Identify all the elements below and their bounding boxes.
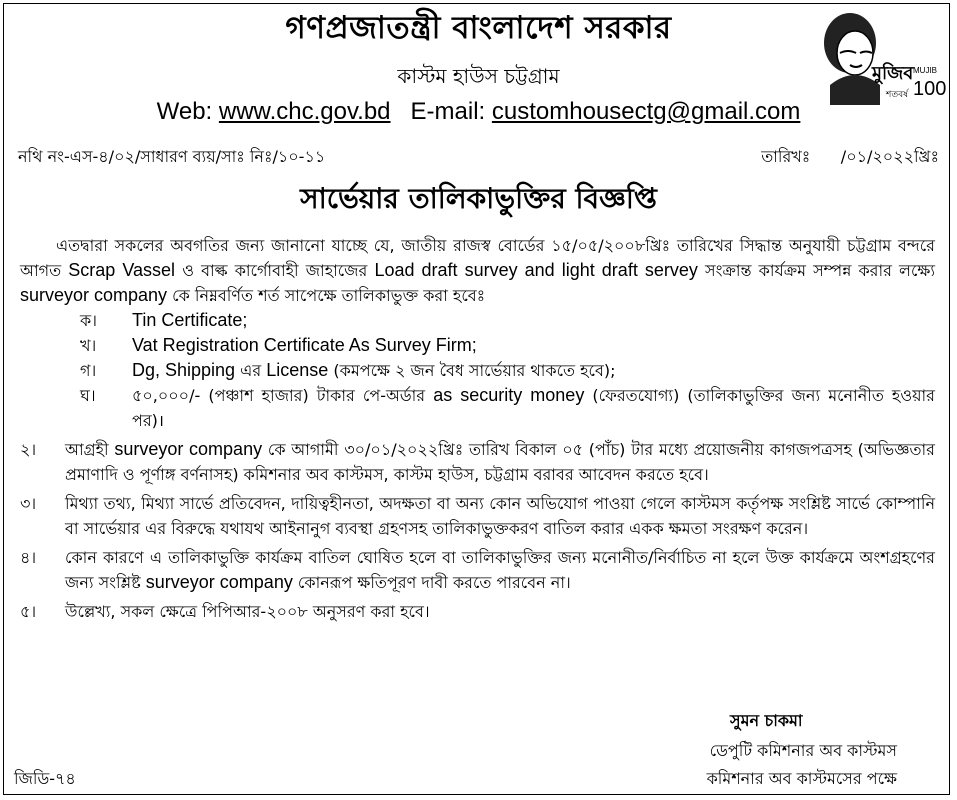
notice-title: সার্ভেয়ার তালিকাভুক্তির বিজ্ঞপ্তি bbox=[300, 182, 657, 215]
condition-item: খ। Vat Registration Certificate As Survey Firm; bbox=[80, 335, 477, 355]
svg-text:শতবর্ষ: শতবর্ষ bbox=[886, 90, 909, 100]
email-link[interactable]: customhousectg@gmail.com bbox=[491, 98, 801, 125]
website-link[interactable]: www.chc.gov.bd bbox=[218, 98, 391, 125]
memo-row bbox=[18, 144, 939, 168]
numbered-item: ২। আগ্রহী surveyor company কে আগামী ৩০/০১/২০২২খ্রিঃ তারিখ বিকাল ০৫ (পাঁচ) টার মধ্যে প্রয়োজনীয় কাগজপত্রসহ (অভিজ্ঞতার প্রমাণাদি ও পূর্ণাঙ্গ বর্ণনাসহ) কমিশনার অব কাস্টমস, কাস্টম হাউস, চট্টগ্রাম বরাবর আবেদন করতে হবে। bbox=[20, 439, 935, 484]
numbered-item: ৪। কোন কারণে এ তালিকাভুক্তি কার্যক্রম বাতিল ঘোষিত হলে বা তালিকাভুক্তির জন্য মনোনীত/নির্বাচিত না হলে উক্ত কার্যক্রমে অংশগ্রহণের জন্য সংশ্লিষ্ট surveyor company কোনরূপ ক্ষতিপূরণ দাবী করতে পারবেন না। bbox=[20, 548, 935, 592]
condition-item: ক। Tin Certificate; bbox=[80, 310, 248, 330]
web-label: Web: bbox=[156, 98, 213, 125]
signatory-on-behalf: কমিশনার অব কাস্টমসের পক্ষে bbox=[706, 769, 897, 788]
condition-item: গ। Dg, Shipping এর License (কমপক্ষে ২ জন বৈধ সার্ভেয়ার থাকতে হবে); bbox=[80, 360, 616, 380]
email-label: E-mail: bbox=[410, 98, 486, 125]
office-name: কাস্টম হাউস চট্টগ্রাম bbox=[397, 64, 560, 88]
gd-number: জিডি-৭৪ bbox=[14, 769, 76, 788]
contact-line bbox=[0, 98, 957, 126]
svg-text:100: 100 bbox=[913, 78, 947, 100]
memo-date bbox=[761, 144, 939, 171]
svg-text:MUJIB: MUJIB bbox=[913, 66, 937, 75]
government-title: গণপ্রজাতন্ত্রী বাংলাদেশ সরকার bbox=[285, 10, 672, 46]
signatory-name: সুমন চাকমা bbox=[730, 711, 803, 730]
notice-body bbox=[20, 233, 935, 624]
numbered-item: ৫। উল্লেখ্য, সকল ক্ষেত্রে পিপিআর-২০০৮ অনুসরণ করা হবে। bbox=[20, 602, 430, 621]
date-value: /০১/২০২২খ্রিঃ bbox=[840, 147, 939, 166]
numbered-item: ৩। মিথ্যা তথ্য, মিথ্যা সার্ভে প্রতিবেদন, দায়িত্বহীনতা, অদক্ষতা বা অন্য কোন অভিযোগ পাওয়া গেলে কাস্টমস কর্তৃপক্ষ সংশ্লিষ্ট সার্ভে কোম্পানি বা সার্ভেয়ার এর বিরুদ্ধে যথাযথ আইনানুগ ব্যবস্থা গ্রহণসহ তালিকাভুক্তকরণ বাতিল করার একক ক্ষমতা সংরক্ষণ করেন। bbox=[20, 494, 935, 538]
memo-number: নথি নং-এস-৪/০২/সাধারণ ব্যয়/সাঃ নিঃ/১০-১১ bbox=[18, 147, 326, 166]
intro-paragraph: এতদ্বারা সকলের অবগতির জন্য জানানো যাচ্ছে যে, জাতীয় রাজস্ব বোর্ডের ১৫/০৫/২০০৮খ্রিঃ তারিখের সিদ্ধান্ত অনুযায়ী চট্টগ্রাম বন্দরে আগত Scrap Vassel ও বাল্ক কার্গোবাহী জাহাজের Load draft survey and light draft servey সংক্রান্ত কার্যক্রম সম্পন্ন করার লক্ষ্যে surveyor company কে নিম্নবর্ণিত শর্ত সাপেক্ষে তালিকাভুক্ত করা হবেঃ bbox=[20, 236, 936, 305]
signatory-designation: ডেপুটি কমিশনার অব কাস্টমস bbox=[709, 741, 897, 760]
date-label: তারিখঃ bbox=[761, 147, 811, 166]
condition-item: ঘ। ৫০,০০০/- (পঞ্চাশ হাজার) টাকার পে-অর্ডার as security money (ফেরতযোগ্য) (তালিকাভুক্তির জন্য মনোনীত হওয়ার পর)। bbox=[80, 385, 935, 430]
svg-text:মুজিব: মুজিব bbox=[872, 63, 914, 84]
